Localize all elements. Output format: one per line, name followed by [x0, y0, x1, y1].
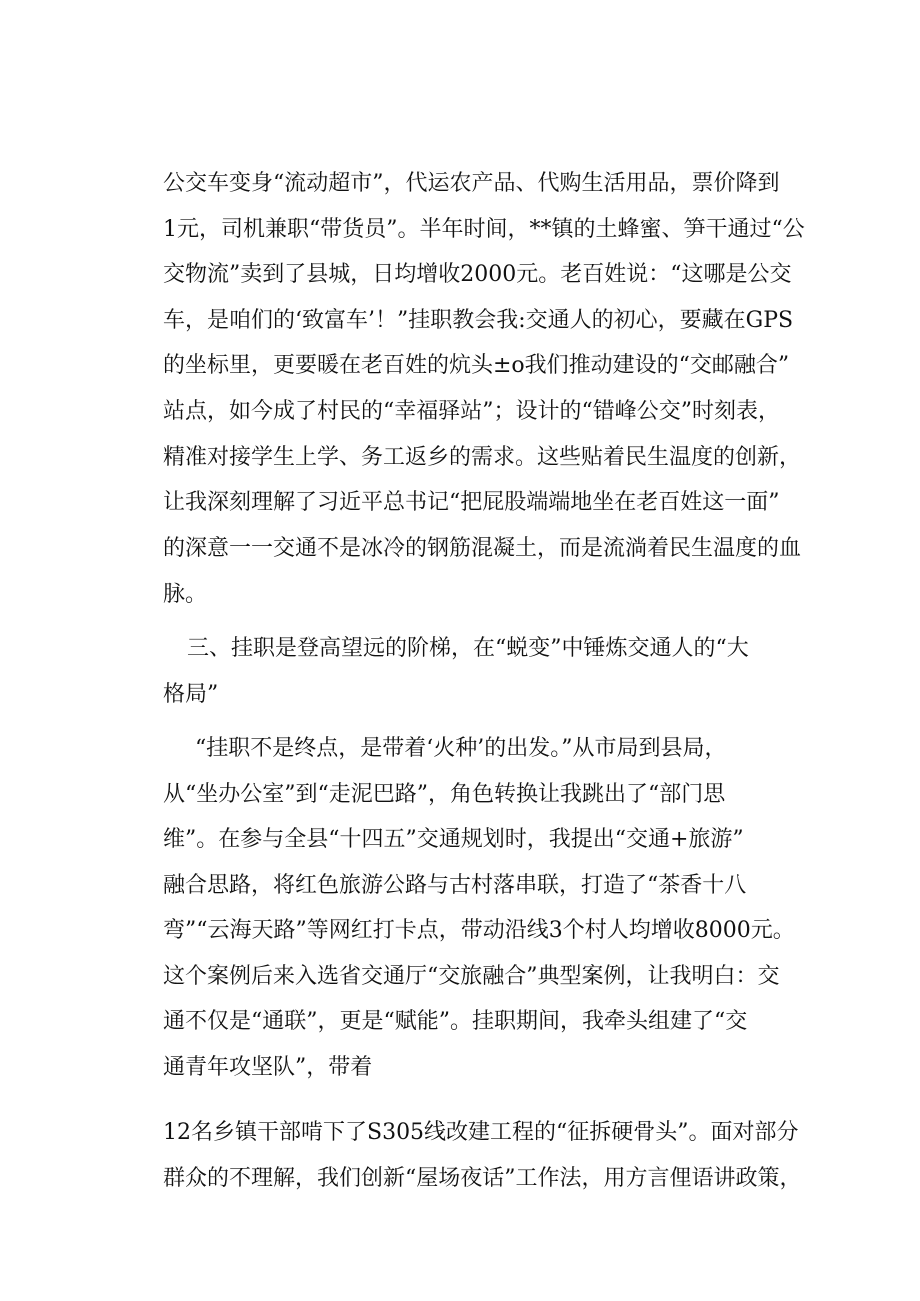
paragraph-line: 1元，司机兼职“带货员”。半年时间，**镇的土蜂蜜、笋干通过“公	[163, 217, 805, 242]
paragraph-line: 弯”“云海天路”等网红打卡点，带动沿线3个村人均增收8000元。	[163, 918, 795, 943]
paragraph-line: 这个案例后来入选省交通厅“交旅融合”典型案例，让我明白：交	[163, 964, 780, 989]
paragraph-line: 精准对接学生上学、务工返乡的需求。这些贴着民生温度的创新，	[163, 445, 802, 470]
paragraph-line: 融合思路，将红色旅游公路与古村落串联，打造了“茶香十八	[163, 873, 747, 898]
paragraph-line: 车，是咱们的‘致富车’！”挂职教会我:交通人的初心，要藏在GPS	[163, 308, 794, 333]
paragraph-line: “挂职不是终点，是带着‘火种’的出发。”从市局到县局，	[195, 736, 727, 761]
paragraph-line: 12名乡镇干部啃下了S305线改建工程的“征拆硬骨头”。面对部分	[163, 1120, 799, 1145]
paragraph-line: 的坐标里，更要暖在老百姓的炕头±o我们推动建设的“交邮融合”	[163, 353, 790, 378]
paragraph-line: 通不仅是“通联”，更是“赋能”。挂职期间，我牵头组建了“交	[163, 1009, 748, 1034]
section-heading: 三、挂职是登高望远的阶梯，在“蜕变”中锤炼交通人的“大	[187, 636, 749, 661]
section-heading: 格局”	[163, 682, 219, 707]
paragraph-line: 通青年攻坚队”，带着	[163, 1055, 373, 1080]
paragraph-line: 的深意一一交通不是冰冷的钢筋混凝土，而是流淌着民生温度的血	[163, 536, 802, 561]
paragraph-line: 站点，如今成了村民的“幸福驿站”；设计的“错峰公交”时刻表，	[163, 399, 780, 424]
paragraph-line: 维”。在参与全县“十四五”交通规划时，我提出“交通+旅游”	[163, 827, 744, 852]
paragraph-line: 群众的不理解，我们创新“屋场夜话”工作法，用方言俚语讲政策，	[163, 1166, 802, 1191]
paragraph-line: 交物流”卖到了县城，日均增收2000元。老百姓说：“这哪是公交	[163, 262, 792, 287]
paragraph-line: 脉。	[163, 582, 208, 607]
paragraph-line: 从“坐办公室”到“走泥巴路”，角色转换让我跳出了“部门思	[163, 782, 726, 807]
paragraph-line: 让我深刻理解了习近平总书记“把屁股端端地坐在老百姓这一面”	[163, 490, 780, 515]
paragraph-line: 公交车变身“流动超市”，代运农产品、代购生活用品，票价降到	[163, 171, 780, 196]
